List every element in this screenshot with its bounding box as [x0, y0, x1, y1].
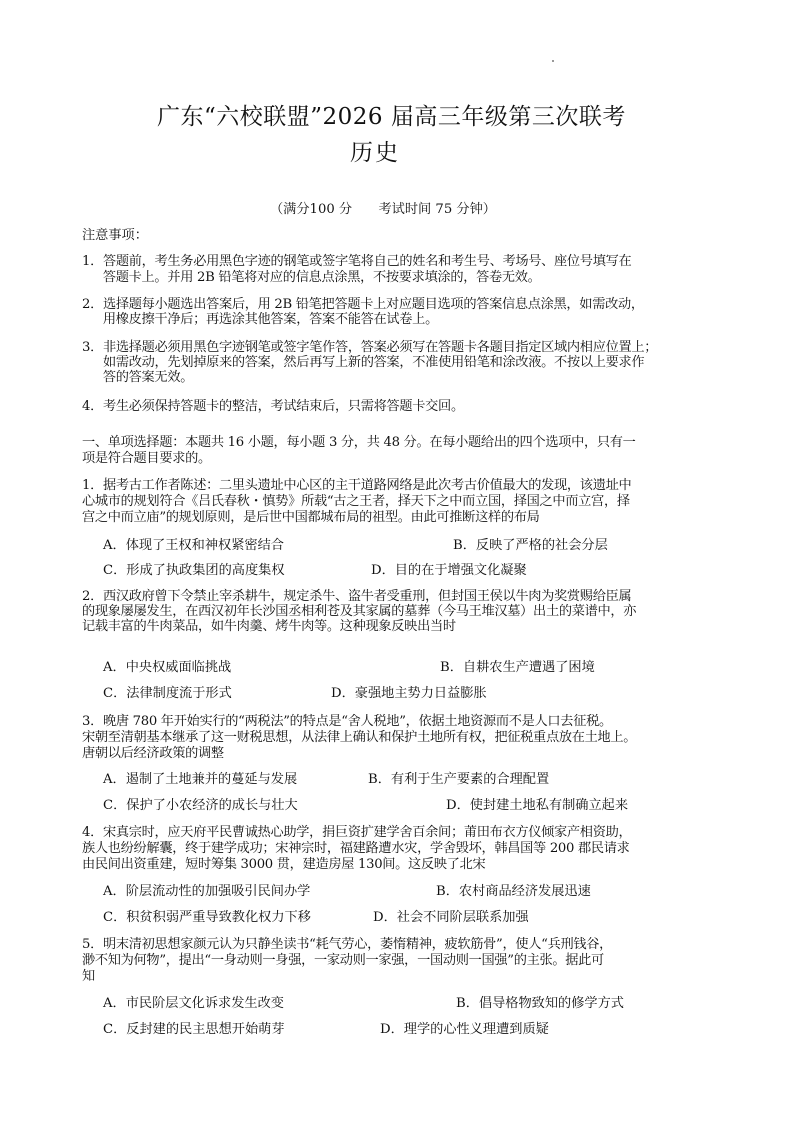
notice-item-2-line-1: 2．选择题每小题选出答案后，用 2B 铅笔把答题卡上对应题目选项的答案信息点涂黑，如需改动， — [82, 297, 644, 312]
question-4-stem-line-3: 由民间出资重建，短时筹集 3000 贯，建造房屋 130间。这反映了北宋 — [82, 857, 486, 872]
notice-item-1-line-2: 答题卡上。并用 2B 铅笔将对应的信息点涂黑，不按要求填涂的，答卷无效。 — [90, 270, 541, 285]
question-4-option-d: D．社会不同阶层联系加强 — [373, 910, 529, 925]
question-1-stem-line-1: 1．据考古工作者陈述：二里头遗址中心区的主干道路网络是此次考古价值最大的发现，该遗址中 — [82, 478, 632, 493]
question-3-option-b: B．有利于生产要素的合理配置 — [368, 772, 550, 787]
question-5-stem-line-1: 5．明末清初思想家颜元认为只静坐读书“耗气劳心，萎惰精神，疲软筋骨”，使人“兵刑钱谷， — [82, 937, 613, 952]
question-5-stem-line-3: 知 — [82, 969, 95, 984]
question-5-option-d: D．理学的心性义理遭到质疑 — [380, 1022, 549, 1037]
question-1-option-c: C．形成了执政集团的高度集权 — [103, 563, 285, 578]
question-2-option-d: D．豪强地主势力日益膨胀 — [331, 686, 487, 701]
scan-speck — [552, 60, 554, 62]
question-4-stem-line-2: 族人也纷纷解囊，终于建学成功；宋神宗时，福建路遭水灾，学舍毁坏，韩昌国等 200 郡民请求 — [82, 841, 630, 856]
notice-item-4-line-1: 4．考生必须保持答题卡的整洁，考试结束后，只需将答题卡交回。 — [82, 399, 464, 414]
question-5-stem-line-2: 渺不知为何物”，提出“一身动则一身强，一家动则一家强，一国动则一国强”的主张。据此可 — [82, 953, 604, 968]
question-1-option-b: B．反映了严格的社会分层 — [453, 538, 608, 553]
question-4-option-c: C．积贫积弱严重导致教化权力下移 — [103, 910, 311, 925]
question-2-stem-line-3: 记载丰富的牛肉菜品，如牛肉羹、烤牛肉等。这种现象反映出当时 — [82, 619, 456, 634]
question-3-stem-line-3: 唐朝以后经济政策的调整 — [82, 746, 224, 761]
question-2-stem-line-2: 的现象屡屡发生，在西汉初年长沙国丞相利苍及其家属的墓葬（今马王堆汉墓）出土的菜谱中，亦 — [82, 604, 637, 619]
question-2-option-b: B．自耕农生产遭遇了困境 — [440, 660, 595, 675]
question-2-option-c: C．法律制度流于形式 — [103, 686, 232, 701]
question-3-option-d: D．使封建土地私有制确立起来 — [446, 798, 629, 813]
section-heading-line-1: 一、单项选择题：本题共 16 小题，每小题 3 分，共 48 分。在每小题给出的四个选项中，只有一 — [82, 435, 636, 450]
question-3-option-c: C．保护了小农经济的成长与壮大 — [103, 798, 298, 813]
notice-item-3-line-1: 3．非选择题必须用黑色字迹钢笔或签字笔作答，答案必须写在答题卡各题目指定区域内相应位置上； — [82, 340, 658, 355]
notice-item-3-line-3: 答的答案无效。 — [90, 370, 194, 385]
exam-info: （满分100 分 考试时间 75 分钟） — [270, 202, 496, 217]
notice-item-1-line-1: 1．答题前，考生务必用黑色字迹的钢笔或签字笔将自己的姓名和考生号、考场号、座位号填写在 — [82, 254, 632, 269]
notice-item-2-line-2: 用橡皮擦干净后；再选涂其他答案，答案不能答在试卷上。 — [90, 312, 438, 327]
question-5-option-b: B．倡导格物致知的修学方式 — [456, 996, 624, 1011]
question-4-option-a: A．阶层流动性的加强吸引民间办学 — [103, 884, 311, 899]
question-5-option-c: C．反封建的民主思想开始萌芽 — [103, 1022, 285, 1037]
subject-title: 历史 — [350, 140, 400, 166]
exam-title: 广东“六校联盟”2026 届高三年级第三次联考 — [157, 104, 626, 130]
question-3-stem-line-1: 3．晚唐 780 年开始实行的“两税法”的特点是“舍人税地”，依据土地资源而不是人口去征税。 — [82, 714, 612, 729]
section-heading-line-2: 项是符合题目要求的。 — [82, 451, 211, 466]
question-1-option-a: A．体现了王权和神权紧密结合 — [103, 538, 284, 553]
question-2-stem-line-1: 2．西汉政府曾下令禁止宰杀耕牛，规定杀牛、盗牛者受重刑，但封国王侯以牛肉为奖赏赐给臣属 — [82, 589, 632, 604]
question-4-stem-line-1: 4．宋真宗时，应天府平民曹诚热心助学，捐巨资扩建学舍百余间；莆田布衣方仪倾家产相资助， — [82, 825, 632, 840]
question-1-option-d: D．目的在于增强文化凝聚 — [371, 563, 527, 578]
question-2-option-a: A．中央权威面临挑战 — [103, 660, 232, 675]
notice-heading: 注意事项： — [82, 228, 148, 243]
question-1-stem-line-3: 宫之中而立庙”的规划原则，是后世中国都城布局的祖型。由此可推断这样的布局 — [82, 510, 540, 525]
question-5-option-a: A．市民阶层文化诉求发生改变 — [103, 996, 284, 1011]
question-1-stem-line-2: 心城市的规划符合《吕氏春秋・慎势》所载“古之王者，择天下之中而立国，择国之中而立宫，择 — [82, 494, 630, 509]
notice-item-3-line-2: 如需改动，先划掉原来的答案，然后再写上新的答案，不准使用铅笔和涂改液。不按以上要求作 — [103, 355, 645, 370]
question-3-stem-line-2: 宋朝至清朝基本继承了这一财税思想，从法律上确认和保护土地所有权，把征税重点放在土地上。 — [82, 730, 637, 745]
question-3-option-a: A．遏制了土地兼并的蔓延与发展 — [103, 772, 298, 787]
question-4-option-b: B．农村商品经济发展迅速 — [436, 884, 591, 899]
